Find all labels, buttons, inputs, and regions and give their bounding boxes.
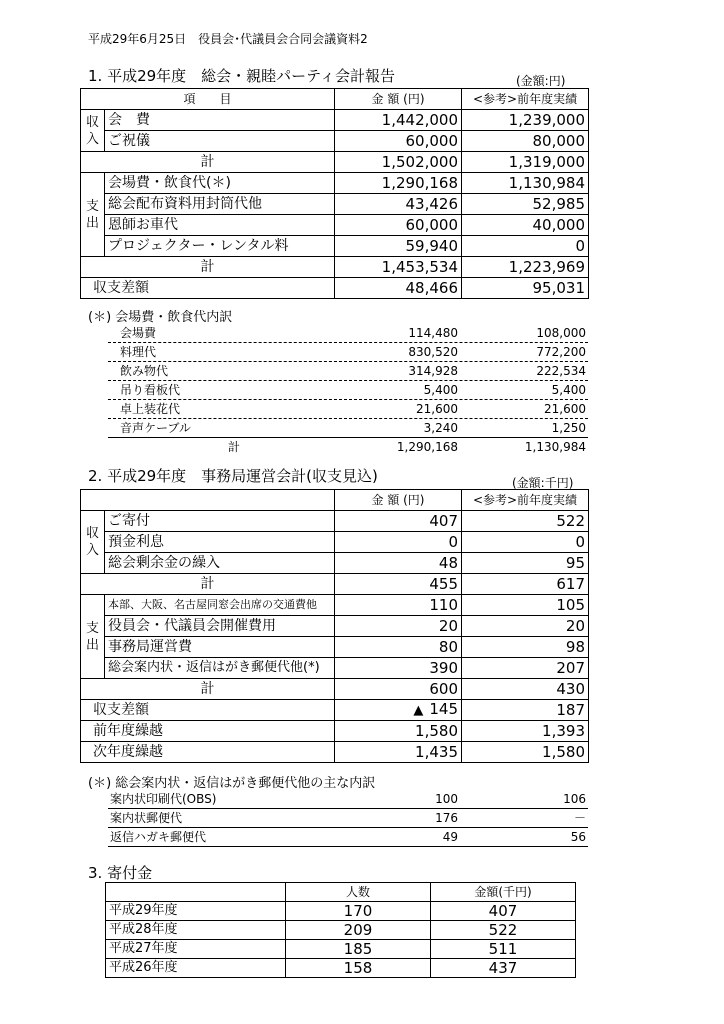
row-amount: 522: [431, 921, 576, 940]
item-prev: －: [573, 811, 586, 825]
section2-note-title: (＊) 総会案内状・返信はがき郵便代他の主な内訳: [88, 776, 376, 791]
section3-title: 3. 寄付金: [88, 864, 153, 882]
table-row: [81, 236, 589, 257]
list-item: [108, 419, 588, 438]
row-year: 平成29年度: [106, 902, 286, 921]
balance-row: [81, 278, 589, 299]
section1-title: 1. 平成29年度 総会・親睦パーティ会計報告: [88, 67, 395, 85]
row-amount: 0: [335, 532, 462, 553]
row-year: 平成26年度: [106, 959, 286, 978]
row-amount: 60,000: [335, 215, 462, 236]
total-amount: 455: [335, 574, 462, 595]
list-item: [108, 400, 588, 419]
total-prev: 1,223,969: [462, 257, 589, 278]
expense-total-row: [81, 679, 589, 700]
total-label: 計: [81, 257, 335, 278]
total-label: 計: [81, 679, 335, 700]
item-name: 吊り看板代: [120, 383, 181, 397]
carry-next-prev: 1,580: [462, 742, 589, 763]
header-amount: 金 額 (円): [335, 89, 462, 110]
row-amount: 60,000: [335, 131, 462, 152]
row-prev: 522: [462, 511, 589, 532]
table-row: [81, 532, 589, 553]
list-item: [108, 362, 588, 381]
section2-header-row: [81, 490, 589, 511]
item-amount: 5,400: [423, 383, 458, 397]
balance-value: 145: [429, 700, 458, 718]
carry-prev-label: 前年度繰越: [81, 721, 335, 742]
item-name: 飲み物代: [120, 364, 169, 378]
row-amount: 390: [335, 658, 462, 679]
row-people: 209: [286, 921, 431, 940]
table-row: [81, 215, 589, 236]
list-item: [108, 809, 588, 828]
carry-next-row: [81, 742, 589, 763]
balance-label: 収支差額: [81, 278, 335, 299]
table-row: [81, 553, 589, 574]
row-prev: 95: [462, 553, 589, 574]
total-amount: 600: [335, 679, 462, 700]
item-amount: 1,290,168: [396, 440, 458, 454]
table-row: [106, 902, 576, 921]
row-prev: 1,130,984: [462, 173, 589, 194]
row-year: 平成27年度: [106, 940, 286, 959]
row-amount: 407: [335, 511, 462, 532]
carry-next-label: 次年度繰越: [81, 742, 335, 763]
table-row: [81, 173, 589, 194]
row-name: 役員会・代議員会開催費用: [105, 616, 335, 637]
row-name: プロジェクター・レンタル料: [105, 236, 335, 257]
list-item: [108, 790, 588, 809]
carry-prev-amount: 1,580: [335, 721, 462, 742]
row-name: 総会剰余金の繰入: [105, 553, 335, 574]
row-amount: 20: [335, 616, 462, 637]
item-name: 料理代: [120, 345, 157, 359]
table-row: [81, 616, 589, 637]
row-name: 会場費・飲食代(＊): [105, 173, 335, 194]
row-name: 会 費: [105, 110, 335, 131]
expense-label: 支出: [81, 173, 105, 257]
item-prev: 5,400: [551, 383, 586, 397]
item-name: 返信ハガキ郵便代: [110, 830, 207, 844]
carry-prev-prev: 1,393: [462, 721, 589, 742]
row-name: 本部、大阪、名古屋同窓会出席の交通費他: [105, 595, 335, 616]
balance-amount: 48,466: [335, 278, 462, 299]
section2-breakdown: [108, 790, 588, 847]
item-prev: 108,000: [536, 326, 586, 340]
item-prev: 772,200: [536, 345, 586, 359]
header-amount: 金額(千円): [431, 883, 576, 902]
row-name: 総会案内状・返信はがき郵便代他(*): [105, 658, 335, 679]
item-prev: 222,534: [536, 364, 586, 378]
row-amount: 407: [431, 902, 576, 921]
item-name: 卓上装花代: [120, 402, 181, 416]
item-name: 会場費: [120, 326, 157, 340]
list-item: [108, 324, 588, 343]
row-amount: 437: [431, 959, 576, 978]
income-total-row: [81, 152, 589, 173]
row-prev: 207: [462, 658, 589, 679]
row-name: 総会配布資料用封筒代他: [105, 194, 335, 215]
row-amount: 48: [335, 553, 462, 574]
item-amount: 114,480: [408, 326, 458, 340]
expense-total-row: [81, 257, 589, 278]
row-amount: 1,442,000: [335, 110, 462, 131]
item-name: 計: [228, 440, 241, 454]
item-prev: 106: [563, 792, 586, 806]
row-name: 恩師お車代: [105, 215, 335, 236]
section1-header-row: [81, 89, 589, 110]
header-item: 項 目: [81, 89, 335, 110]
breakdown-total: [108, 438, 588, 456]
section3-header-row: [106, 883, 576, 902]
row-amount: 43,426: [335, 194, 462, 215]
row-amount: 59,940: [335, 236, 462, 257]
row-prev: 0: [462, 236, 589, 257]
table-row: [106, 959, 576, 978]
balance-amount: [335, 700, 462, 721]
section1-table: [80, 88, 589, 299]
row-year: 平成28年度: [106, 921, 286, 940]
total-amount: 1,502,000: [335, 152, 462, 173]
item-name: 案内状印刷代(OBS): [110, 792, 217, 806]
carry-prev-row: [81, 721, 589, 742]
table-row: [81, 511, 589, 532]
table-row: [81, 110, 589, 131]
income-label: 収入: [81, 110, 105, 152]
total-prev: 617: [462, 574, 589, 595]
item-amount: 830,520: [408, 345, 458, 359]
row-prev: 20: [462, 616, 589, 637]
item-amount: 100: [435, 792, 458, 806]
item-prev: 56: [570, 830, 586, 844]
expense-label: 支出: [81, 595, 105, 679]
row-amount: 110: [335, 595, 462, 616]
section1-unit: (金額:円): [516, 74, 566, 88]
section2-title: 2. 平成29年度 事務局運営会計(収支見込): [88, 467, 378, 485]
section1-note-title: (＊) 会場費・飲食代内訳: [88, 310, 233, 325]
item-amount: 21,600: [416, 402, 458, 416]
balance-row: [81, 700, 589, 721]
section2-unit: (金額:千円): [512, 476, 574, 490]
income-label: 収入: [81, 511, 105, 574]
row-name: 預金利息: [105, 532, 335, 553]
row-prev: 105: [462, 595, 589, 616]
document-header: 平成29年6月25日 役員会･代議員会合同会議資料2: [88, 32, 368, 46]
balance-prev: 187: [462, 700, 589, 721]
row-prev: 98: [462, 637, 589, 658]
balance-label: 収支差額: [81, 700, 335, 721]
row-amount: 511: [431, 940, 576, 959]
item-amount: 49: [442, 830, 458, 844]
row-people: 170: [286, 902, 431, 921]
total-label: 計: [81, 152, 335, 173]
item-name: 案内状郵便代: [110, 811, 183, 825]
header-prev: <参考>前年度実績: [462, 89, 589, 110]
item-prev: 21,600: [544, 402, 586, 416]
item-amount: 3,240: [423, 421, 458, 435]
item-prev: 1,130,984: [524, 440, 586, 454]
item-amount: 176: [435, 811, 458, 825]
table-row: [81, 658, 589, 679]
row-amount: 1,290,168: [335, 173, 462, 194]
deficit-triangle-icon: ▲: [413, 703, 424, 718]
balance-prev: 95,031: [462, 278, 589, 299]
row-prev: 52,985: [462, 194, 589, 215]
row-name: ご祝儀: [105, 131, 335, 152]
header-blank: [81, 490, 335, 511]
header-people: 人数: [286, 883, 431, 902]
row-prev: 1,239,000: [462, 110, 589, 131]
row-amount: 80: [335, 637, 462, 658]
table-row: [81, 131, 589, 152]
row-prev: 80,000: [462, 131, 589, 152]
total-prev: 430: [462, 679, 589, 700]
row-name: 事務局運営費: [105, 637, 335, 658]
row-people: 158: [286, 959, 431, 978]
total-amount: 1,453,534: [335, 257, 462, 278]
total-label: 計: [81, 574, 335, 595]
item-prev: 1,250: [551, 421, 586, 435]
table-row: [81, 637, 589, 658]
row-prev: 40,000: [462, 215, 589, 236]
list-item: [108, 828, 588, 847]
list-item: [108, 343, 588, 362]
header-prev: <参考>前年度実績: [462, 490, 589, 511]
row-prev: 0: [462, 532, 589, 553]
section3-table: [105, 882, 576, 978]
item-amount: 314,928: [408, 364, 458, 378]
list-item: [108, 381, 588, 400]
table-row: [81, 595, 589, 616]
income-total-row: [81, 574, 589, 595]
header-blank: [106, 883, 286, 902]
header-amount: 金 額 (円): [335, 490, 462, 511]
row-people: 185: [286, 940, 431, 959]
table-row: [106, 921, 576, 940]
item-name: 音声ケーブル: [120, 421, 191, 435]
carry-next-amount: 1,435: [335, 742, 462, 763]
section2-table: [80, 489, 589, 763]
row-name: ご寄付: [105, 511, 335, 532]
table-row: [81, 194, 589, 215]
section1-breakdown: [108, 324, 588, 456]
table-row: [106, 940, 576, 959]
total-prev: 1,319,000: [462, 152, 589, 173]
